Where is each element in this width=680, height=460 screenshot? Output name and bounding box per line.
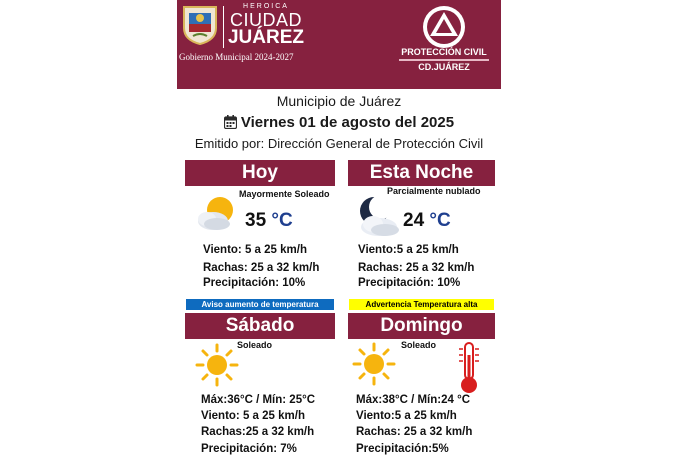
proteccion-civil-logo-icon (421, 4, 467, 50)
rachas-hoy: Rachas: 25 a 32 km/h (203, 262, 320, 274)
emitido-label: Emitido por: Dirección General de Protección Civil (194, 136, 484, 151)
municipio-title: Municipio de Juárez (276, 93, 402, 109)
temp-esta-noche (403, 210, 451, 232)
proteccion-civil-label: PROTECCIÓN CIVIL (401, 47, 487, 57)
sun-icon (352, 342, 396, 386)
heroica-label: HEROICA (243, 3, 289, 10)
city-seal-icon (181, 4, 219, 46)
precip-hoy: Precipitación: 10% (203, 277, 306, 289)
thermometer-icon (456, 341, 482, 395)
maxmin-sabado: Máx:36°C / Mín: 25°C (201, 394, 316, 406)
condition-sabado: Soleado (237, 340, 273, 350)
temp-hoy-value: 35 (245, 210, 267, 231)
calendar-icon (224, 115, 237, 129)
precip-domingo: Precipitación:5% (356, 443, 449, 455)
rachas-sabado: Rachas:25 a 32 km/h (201, 426, 315, 438)
date-line (177, 114, 501, 131)
moon-cloud-icon (357, 194, 401, 240)
viento-domingo: Viento:5 a 25 km/h (356, 410, 457, 422)
day-title-hoy: Hoy (185, 160, 335, 186)
precip-sabado: Precipitación: 7% (201, 443, 297, 455)
gobierno-label: Gobierno Municipal 2024-2027 (179, 52, 294, 62)
day-title-sabado: Sábado (185, 313, 335, 339)
juarez-label: JUÁREZ (227, 27, 304, 48)
proteccion-civil-sub-label: CD.JUÁREZ (418, 62, 470, 72)
temp-esta-noche-value: 24 (403, 210, 425, 231)
precip-esta-noche: Precipitación: 10% (358, 277, 461, 289)
ciudad-label: CIUDAD (229, 10, 302, 30)
viento-esta-noche: Viento:5 a 25 km/h (358, 244, 459, 256)
rachas-esta-noche: Rachas: 25 a 32 km/h (358, 262, 475, 274)
weather-card (177, 0, 501, 460)
day-title-domingo: Domingo (348, 313, 495, 339)
viento-sabado: Viento: 5 a 25 km/h (201, 410, 305, 422)
header-divider (223, 6, 224, 48)
condition-hoy: Mayormente Soleado (239, 189, 330, 199)
temp-hoy (245, 210, 293, 232)
maxmin-domingo: Máx:38°C / Mín:24 °C (356, 394, 471, 406)
proteccion-divider (399, 59, 489, 61)
header-banner (177, 0, 501, 89)
alert-esta-noche: Advertencia Temperatura alta (349, 299, 494, 310)
day-title-esta-noche: Esta Noche (348, 160, 495, 186)
condition-domingo: Soleado (401, 340, 437, 350)
rachas-domingo: Rachas: 25 a 32 km/h (356, 426, 473, 438)
temp-hoy-unit: °C (271, 210, 293, 231)
alert-hoy: Aviso aumento de temperatura (186, 299, 334, 310)
sun-icon (195, 343, 239, 387)
temp-esta-noche-unit: °C (429, 210, 451, 231)
viento-hoy: Viento: 5 a 25 km/h (203, 244, 307, 256)
condition-esta-noche: Parcialmente nublado (387, 186, 481, 196)
date-text: Viernes 01 de agosto del 2025 (240, 114, 455, 131)
partly-sunny-icon (195, 194, 241, 234)
